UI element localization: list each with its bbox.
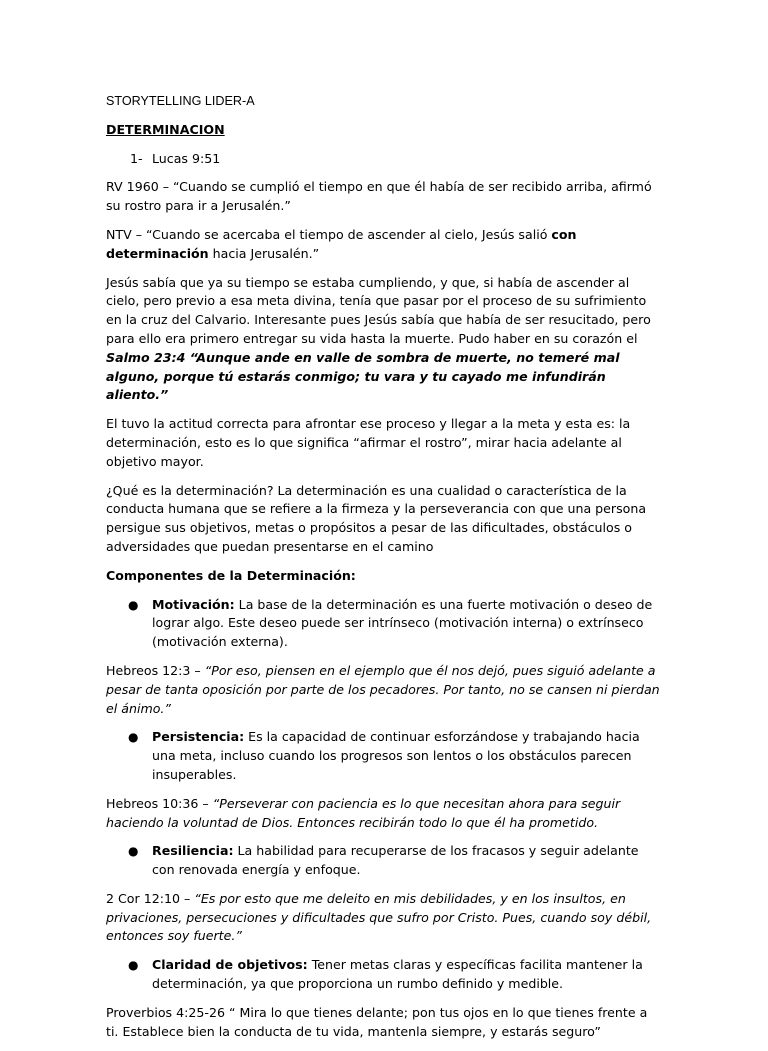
bullet-body — [152, 842, 662, 880]
verse-paragraph — [106, 1004, 662, 1042]
verse-quote: “Es por esto que me deleito en mis debilidades, y en los insultos, en privaciones, persecuciones y dificultades que sufro por Cristo. Pues, cuando soy débil, entonces soy fuerte.” — [106, 890, 652, 944]
salmo-quote: Salmo 23:4 “Aunque ande en valle de sombra de muerte, no temeré mal alguno, porque tú estarás conmigo; tu vara y tu cayado me infundirán aliento.” — [106, 349, 620, 403]
paragraph-que-es: ¿Qué es la determinación? La determinación es una cualidad o característica de la conducta humana que se refiere a la firmeza y la perseverancia con que una persona persigue sus objetivos, metas o propósitos a pesar de las dificultades, obstáculos o adversidades que puedan presentarse en el camino — [106, 482, 647, 554]
verse-ref: Proverbios 4:25-26 “ Mira lo que tienes delante; pon tus ojos en lo que tienes frente a ti. Establece bien la conducta de tu vida, mantenla siempre, y estarás seguro” — [106, 1004, 648, 1039]
numbered-item — [106, 150, 662, 169]
bullet-label: Resiliencia: — [152, 843, 234, 859]
bullet-text: Tener metas claras y específicas facilita mantener la determinación, ya que proporciona un rumbo definido y medible. — [152, 957, 643, 992]
bullet-icon: ● — [128, 844, 139, 859]
verse-ref: Hebreos 12:3 – — [106, 662, 205, 678]
bullet-body — [152, 956, 662, 994]
verse-quote: “Por eso, piensen en el ejemplo que él nos dejó, pues siguió adelante a pesar de tanta oposición por parte de los pecadores. Por tanto, no se cansen ni pierdan el ánimo.” — [106, 662, 660, 716]
bullet-icon: ● — [128, 730, 139, 745]
ntv-bold: con determinación — [106, 226, 577, 261]
ntv-pre: NTV – “Cuando se acercaba el tiempo de ascender al cielo, Jesús salió — [106, 226, 552, 242]
bullet-icon: ● — [128, 958, 139, 973]
verse-paragraph — [106, 890, 662, 946]
item-text: Lucas 9:51 — [152, 150, 221, 166]
document-title: STORYTELLING LIDER-A — [106, 94, 255, 108]
paragraph-ntv — [106, 226, 662, 264]
paragraph-jesus — [106, 274, 662, 406]
bullet-label: Claridad de objetivos: — [152, 957, 308, 973]
paragraph-rv1960: RV 1960 – “Cuando se cumplió el tiempo en que él había de ser recibido arriba, afirmó su rostro para ir a Jerusalén.” — [106, 179, 652, 214]
bullet-label: Persistencia: — [152, 729, 245, 745]
bullet-label: Motivación: — [152, 596, 235, 612]
item-number: 1- — [130, 150, 143, 166]
document-page — [106, 92, 662, 1051]
bullet-text: La habilidad para recuperarse de los fracasos y seguir adelante con renovada energía y enfoque. — [152, 843, 639, 878]
verse-ref: 2 Cor 12:10 – — [106, 890, 195, 906]
bullet-body — [152, 596, 662, 652]
componentes-heading — [106, 567, 662, 586]
jesus-text: Jesús sabía que ya su tiempo se estaba cumpliendo, y que, si había de ascender al cielo, pero previo a esa meta divina, tenía que pasar por el proceso de su sufrimiento en la cruz del Calvario. Interesante pues Jesús sabía que había de ser resucitado, pero para ello era primero entregar su vida hasta la muerte. Pudo haber en su corazón el — [106, 274, 651, 346]
componentes-heading-text: Componentes de la Determinación: — [106, 567, 356, 583]
verse-paragraph — [106, 795, 662, 833]
ntv-post: hacia Jerusalén.” — [208, 245, 320, 261]
verse-quote: “Perseverar con paciencia es lo que necesitan ahora para seguir haciendo la voluntad de Dios. Entonces recibirán todo lo que él ha prometido. — [106, 795, 621, 830]
section-heading: DETERMINACION — [106, 121, 225, 137]
bullet-item — [106, 956, 662, 994]
bullet-item — [106, 728, 662, 784]
paragraph-actitud: El tuvo la actitud correcta para afrontar ese proceso y llegar a la meta y esta es: la determinación, esto es lo que significa “afirmar el rostro”, mirar hacia adelante al objetivo mayor. — [106, 416, 631, 469]
bullet-text: Es la capacidad de continuar esforzándose y trabajando hacia una meta, incluso cuando los progresos son lentos o los obstáculos parecen insuperables. — [152, 729, 640, 782]
bullet-item — [106, 842, 662, 880]
bullet-body — [152, 728, 662, 784]
bullet-item — [106, 596, 662, 652]
bullet-text: La base de la determinación es una fuerte motivación o deseo de lograr algo. Este deseo puede ser intrínseco (motivación interna) o extrínseco (motivación externa). — [152, 596, 653, 650]
bullet-icon: ● — [128, 597, 139, 612]
verse-ref: Hebreos 10:36 – — [106, 795, 213, 811]
verse-paragraph — [106, 662, 662, 718]
